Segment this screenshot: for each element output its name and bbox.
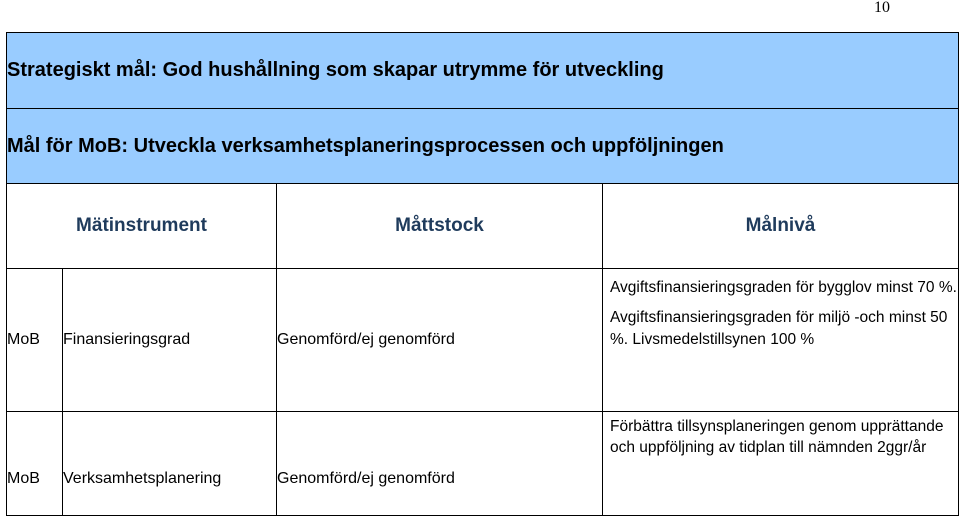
mob-goal-row (7, 109, 959, 184)
row-level-line: Avgiftsfinansieringsgraden för miljö -och minst 50 %. Livsmedelstillsynen 100 % (610, 309, 948, 348)
strategic-goal-row (7, 33, 959, 109)
row-measure: Genomförd/ej genomförd (277, 412, 603, 516)
mob-goal-banner: Mål för MoB: Utveckla verksamhetsplaneringsprocessen och uppföljningen (7, 109, 959, 184)
page-number: 10 (874, 0, 890, 16)
strategic-goal-banner: Strategiskt mål: God hushållning som skapar utrymme för utveckling (7, 33, 959, 109)
table-row (7, 412, 959, 516)
row-measure: Genomförd/ej genomförd (277, 269, 603, 412)
row-instrument: Finansieringsgrad (63, 269, 277, 412)
header-instrument: Mätinstrument (7, 184, 277, 269)
row-instrument: Verksamhetsplanering (63, 412, 277, 516)
row-level (603, 269, 959, 412)
row-level-line: Avgiftsfinansieringsgraden för bygglov minst 70 %. (610, 279, 957, 296)
header-level: Målnivå (603, 184, 959, 269)
goal-table (6, 32, 959, 516)
header-measure: Måttstock (277, 184, 603, 269)
row-unit: MoB (7, 269, 63, 412)
table-row (7, 269, 959, 412)
table-header-row (7, 184, 959, 269)
row-level: Förbättra tillsynsplaneringen genom upprättande och uppföljning av tidplan till nämnden 2ggr/år (603, 412, 959, 516)
row-unit: MoB (7, 412, 63, 516)
